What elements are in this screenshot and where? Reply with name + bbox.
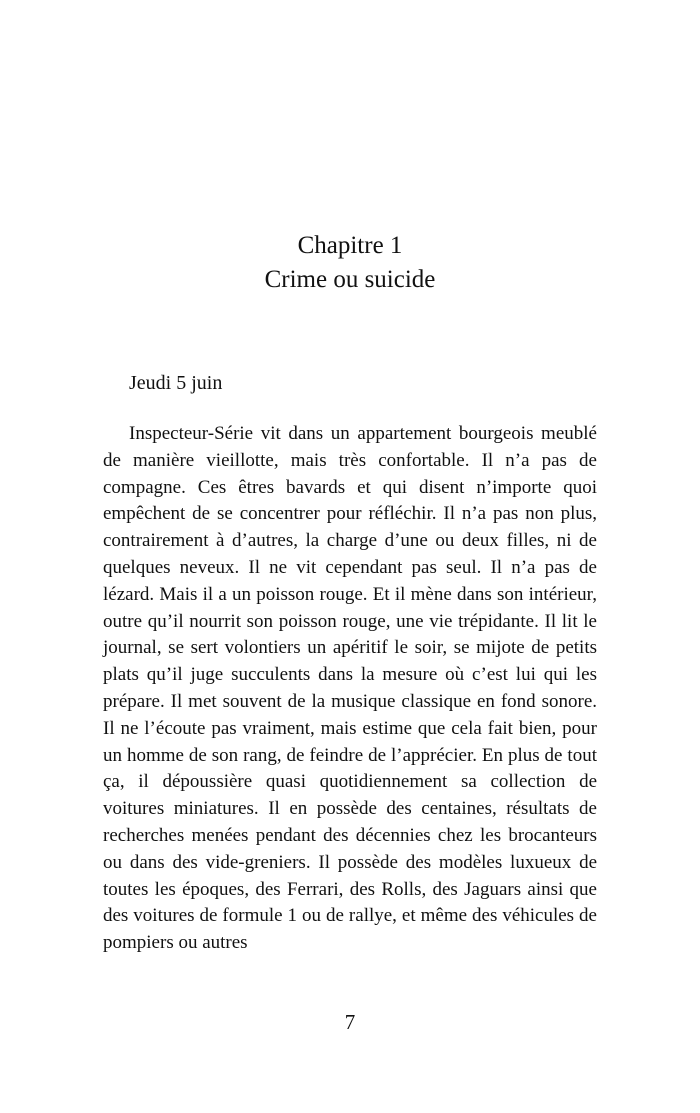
chapter-heading [0,229,700,297]
page-number: 7 [344,1010,356,1034]
chapter-number: Chapitre 1 [297,232,403,259]
section-date: Jeudi 5 juin [129,372,223,394]
body-paragraph: Inspecteur-Série vit dans un appartement bourgeois meublé de manière vieillotte, mais très confortable. Il n’a pas de compagne. Ces êtres bavards et qui disent n’importe quoi empêchent de se concentrer pour réfléchir. Il n’a pas non plus, contrairement à d’autres, la charge d’une ou deux filles, ni de quelques neveux. Il ne vit cependant pas seul. Il n’a pas de lézard. Mais il a un poisson rouge. Et il mène dans son intérieur, outre qu’il nourrit son poisson rouge, une vie trépidante. Il lit le journal, se sert volontiers un apéritif le soir, se mijote de petits plats qu’il juge succulents dans la mesure où c’est lui qui les prépare. Il met souvent de la musique classique en fond sonore. Il ne l’écoute pas vraiment, mais estime que cela fait bien, pour un homme de son rang, de feindre de l’apprécier. En plus de tout ça, il dépoussière quasi quotidiennement sa collection de voitures miniatures. Il en possède des centaines, résultats de recherches menées pendant des décennies chez les brocanteurs ou dans des vide-greniers. Il possède des modèles luxueux de toutes les époques, des Ferrari, des Rolls, des Jaguars ainsi que des voitures de formule 1 ou de rallye, et même des véhicules de pompiers ou autres [103,423,597,954]
chapter-title: Crime ou suicide [264,266,436,293]
